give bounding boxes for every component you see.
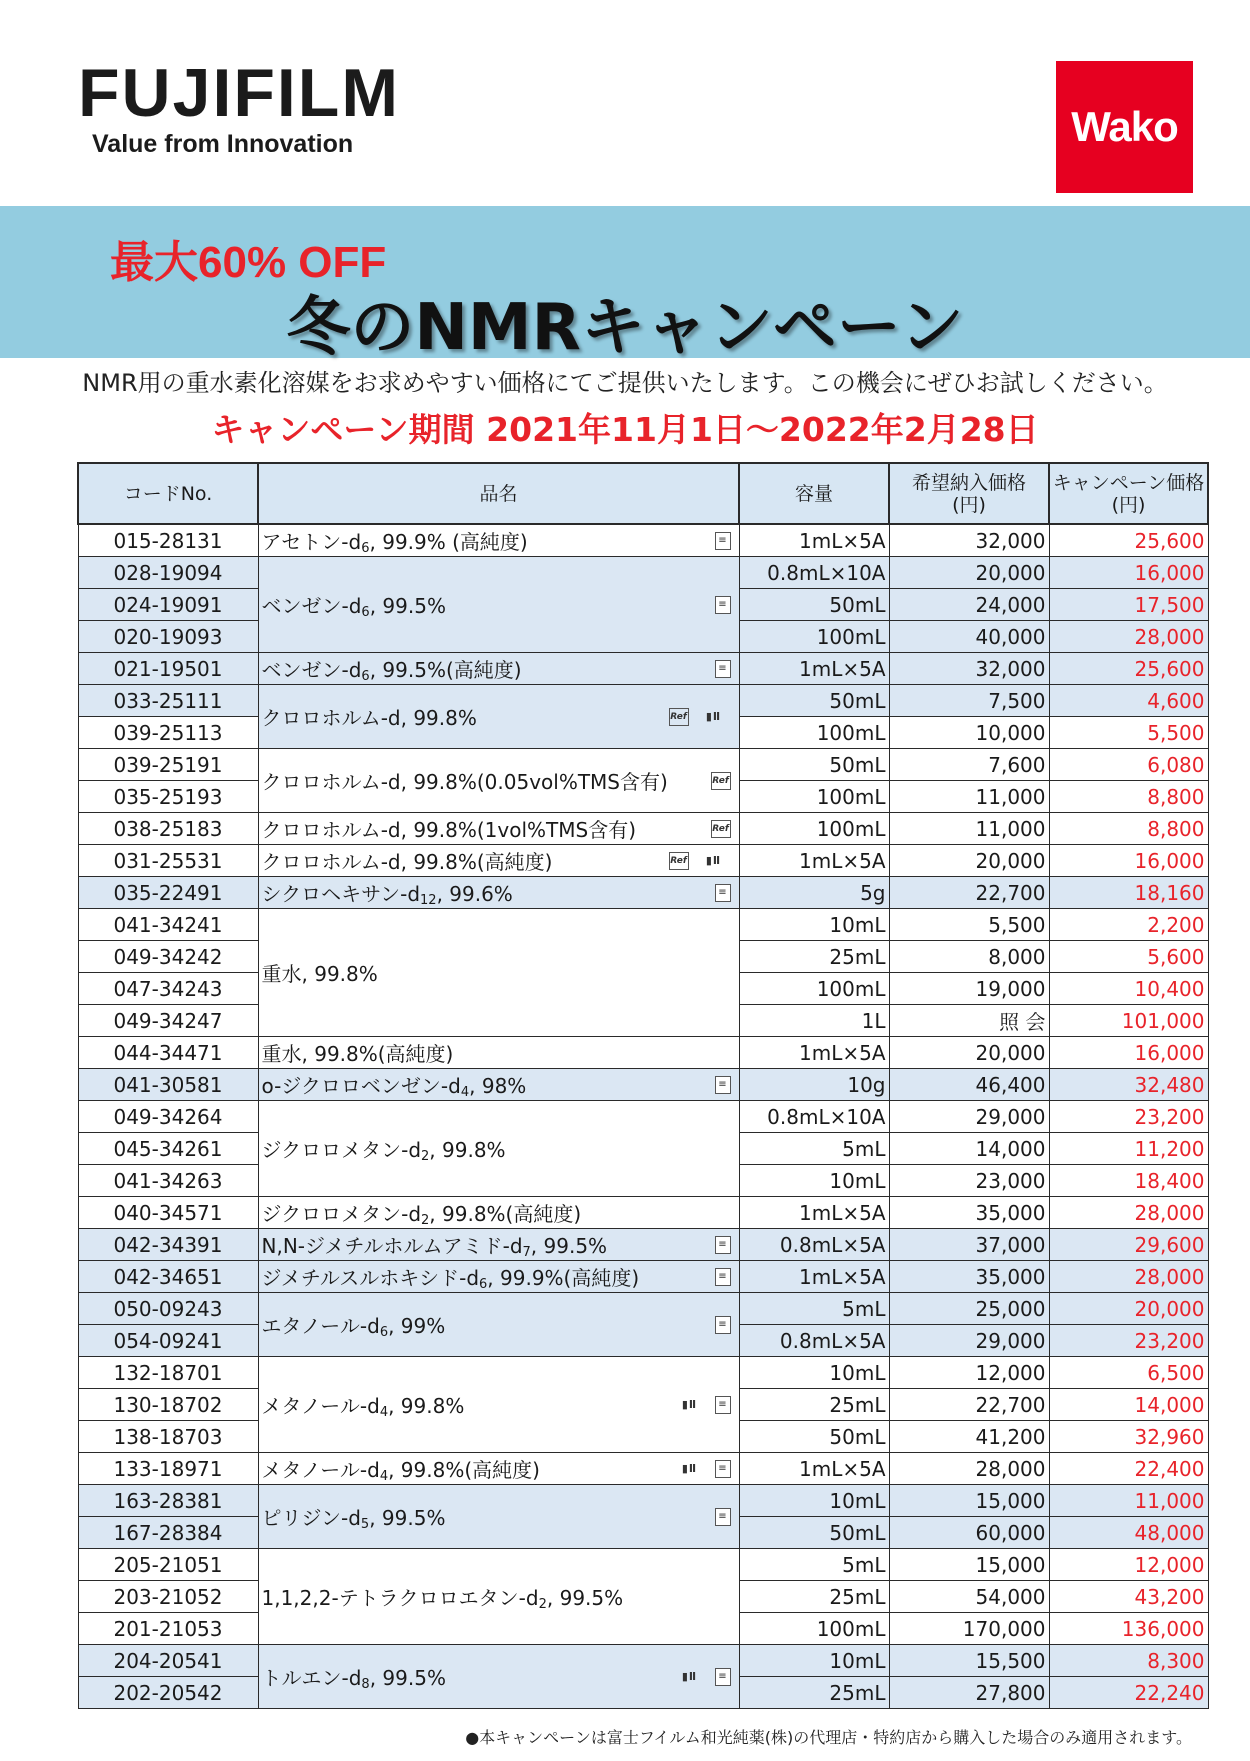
volume-cell: 50mL bbox=[739, 1517, 889, 1549]
list-price-cell: 28,000 bbox=[889, 1453, 1049, 1485]
product-name-subscript: 8 bbox=[361, 1676, 370, 1692]
product-name-suffix: , 99.5% bbox=[369, 1505, 446, 1530]
volume-cell: 100mL bbox=[739, 781, 889, 813]
product-name-cell bbox=[258, 1549, 739, 1645]
campaign-price-cell: 12,000 bbox=[1049, 1549, 1208, 1581]
list-price-cell: 19,000 bbox=[889, 973, 1049, 1005]
volume-cell: 100mL bbox=[739, 813, 889, 845]
product-icons bbox=[715, 660, 731, 678]
campaign-price-cell: 6,080 bbox=[1049, 749, 1208, 781]
product-name-suffix: , 99.6% bbox=[436, 881, 513, 906]
product-name: クロロホルム-d, 99.8%(高純度) bbox=[261, 850, 553, 874]
campaign-price-cell: 28,000 bbox=[1049, 621, 1208, 653]
code-cell: 039-25113 bbox=[78, 717, 258, 749]
campaign-price-cell: 18,160 bbox=[1049, 877, 1208, 909]
volume-cell: 1mL×5A bbox=[739, 1197, 889, 1229]
volume-cell: 10mL bbox=[739, 1357, 889, 1389]
volume-cell: 0.8mL×5A bbox=[739, 1325, 889, 1357]
code-cell: 020-19093 bbox=[78, 621, 258, 653]
campaign-price-cell: 16,000 bbox=[1049, 1037, 1208, 1069]
volume-cell: 25mL bbox=[739, 941, 889, 973]
campaign-price-cell: 11,000 bbox=[1049, 1485, 1208, 1517]
campaign-price-cell: 6,500 bbox=[1049, 1357, 1208, 1389]
code-cell: 167-28384 bbox=[78, 1517, 258, 1549]
doc-icon: ≡ bbox=[715, 1316, 731, 1334]
doc-icon: ≡ bbox=[715, 1668, 731, 1686]
list-price-cell: 40,000 bbox=[889, 621, 1049, 653]
campaign-price-cell: 14,000 bbox=[1049, 1389, 1208, 1421]
brand-tagline: Value from Innovation bbox=[92, 130, 354, 158]
list-price-cell: 7,600 bbox=[889, 749, 1049, 781]
product-name-cell bbox=[258, 909, 739, 1037]
list-price-cell: 22,700 bbox=[889, 877, 1049, 909]
product-name: シクロヘキサン-d bbox=[261, 881, 421, 906]
campaign-price-cell: 20,000 bbox=[1049, 1293, 1208, 1325]
fujifilm-logo bbox=[78, 55, 408, 159]
product-name: メタノール-d bbox=[261, 1457, 380, 1482]
product-name-subscript: 6 bbox=[361, 668, 370, 684]
list-price-cell: 8,000 bbox=[889, 941, 1049, 973]
campaign-price-cell: 48,000 bbox=[1049, 1517, 1208, 1549]
table-row bbox=[78, 1293, 1208, 1325]
volume-cell: 10mL bbox=[739, 1645, 889, 1677]
product-name-suffix: , 99.9%(高純度) bbox=[487, 1265, 640, 1290]
table-row bbox=[78, 1229, 1208, 1261]
list-price-cell: 60,000 bbox=[889, 1517, 1049, 1549]
code-cell: 024-19091 bbox=[78, 589, 258, 621]
product-name: 重水, 99.8%(高純度) bbox=[261, 1042, 454, 1066]
table-row bbox=[78, 1357, 1208, 1389]
doc-icon: ≡ bbox=[715, 1236, 731, 1254]
product-icons bbox=[673, 1396, 731, 1414]
list-price-cell: 37,000 bbox=[889, 1229, 1049, 1261]
campaign-price-cell: 8,300 bbox=[1049, 1645, 1208, 1677]
code-cell: 038-25183 bbox=[78, 813, 258, 845]
list-price-cell: 12,000 bbox=[889, 1357, 1049, 1389]
product-name-suffix: , 99.8%(高純度) bbox=[388, 1457, 540, 1482]
product-name-suffix: , 99.8% bbox=[388, 1393, 465, 1418]
code-cell: 205-21051 bbox=[78, 1549, 258, 1581]
list-price-cell: 11,000 bbox=[889, 813, 1049, 845]
product-name-subscript: 5 bbox=[360, 1516, 370, 1532]
table-row bbox=[78, 1453, 1208, 1485]
product-name: メタノール-d bbox=[261, 1393, 380, 1418]
product-icons bbox=[715, 884, 731, 902]
code-cell: 201-21053 bbox=[78, 1613, 258, 1645]
doc-icon: ≡ bbox=[715, 1076, 731, 1094]
product-name-cell bbox=[258, 524, 739, 557]
code-cell: 163-28381 bbox=[78, 1485, 258, 1517]
code-cell: 042-34651 bbox=[78, 1261, 258, 1293]
doc-icon: ≡ bbox=[715, 660, 731, 678]
product-name-cell bbox=[258, 749, 739, 813]
campaign-price-cell: 28,000 bbox=[1049, 1197, 1208, 1229]
campaign-title: 冬のNMRキャンペーン bbox=[286, 291, 964, 365]
code-cell: 050-09243 bbox=[78, 1293, 258, 1325]
table-row bbox=[78, 1645, 1208, 1677]
list-price-cell: 24,000 bbox=[889, 589, 1049, 621]
campaign-price-cell: 22,400 bbox=[1049, 1453, 1208, 1485]
code-cell: 042-34391 bbox=[78, 1229, 258, 1261]
table-row bbox=[78, 557, 1208, 589]
product-name-suffix: , 99.5% bbox=[369, 593, 446, 618]
product-name-cell bbox=[258, 1453, 739, 1485]
table-row bbox=[78, 909, 1208, 941]
campaign-price-cell: 32,960 bbox=[1049, 1421, 1208, 1453]
volume-cell: 100mL bbox=[739, 973, 889, 1005]
product-name-subscript: 6 bbox=[361, 604, 370, 620]
product-name-cell bbox=[258, 1101, 739, 1197]
volume-cell: 50mL bbox=[739, 685, 889, 717]
product-name: エタノール-d bbox=[261, 1313, 380, 1338]
list-price-cell: 20,000 bbox=[889, 845, 1049, 877]
ampoule-icon: ▮Ⅱ bbox=[681, 1397, 698, 1411]
ampoule-icon: ▮Ⅱ bbox=[681, 1669, 698, 1683]
volume-cell: 50mL bbox=[739, 749, 889, 781]
product-name-cell bbox=[258, 1037, 739, 1069]
code-cell: 202-20542 bbox=[78, 1677, 258, 1709]
table-row bbox=[78, 1197, 1208, 1229]
product-name-subscript: 4 bbox=[379, 1468, 389, 1484]
list-price-cell: 5,500 bbox=[889, 909, 1049, 941]
code-cell: 054-09241 bbox=[78, 1325, 258, 1357]
campaign-price-cell: 25,600 bbox=[1049, 524, 1208, 557]
campaign-price-cell: 5,600 bbox=[1049, 941, 1208, 973]
product-name-suffix: , 99.8%(高純度) bbox=[429, 1201, 582, 1226]
table-row bbox=[78, 1037, 1208, 1069]
table-row bbox=[78, 1261, 1208, 1293]
table-row bbox=[78, 685, 1208, 717]
campaign-price-cell: 16,000 bbox=[1049, 845, 1208, 877]
ref-icon: Ref bbox=[711, 820, 731, 838]
volume-cell: 5mL bbox=[739, 1293, 889, 1325]
volume-cell: 10mL bbox=[739, 1485, 889, 1517]
header-code: コードNo. bbox=[78, 463, 258, 524]
ref-icon: Ref bbox=[711, 772, 731, 790]
code-cell: 204-20541 bbox=[78, 1645, 258, 1677]
product-name: 重水, 99.8% bbox=[261, 962, 378, 986]
product-icons bbox=[715, 1268, 731, 1286]
volume-cell: 5g bbox=[739, 877, 889, 909]
list-price-cell: 35,000 bbox=[889, 1197, 1049, 1229]
product-name-cell bbox=[258, 1229, 739, 1261]
product-icons bbox=[669, 708, 731, 726]
product-icons bbox=[715, 1316, 731, 1334]
volume-cell: 100mL bbox=[739, 621, 889, 653]
table-row bbox=[78, 877, 1208, 909]
product-icons bbox=[715, 1508, 731, 1526]
code-cell: 138-18703 bbox=[78, 1421, 258, 1453]
footnote: ●本キャンペーンは富士フイルム和光純薬(株)の代理店・特約店から購入した場合のみ適用されます。 bbox=[465, 1728, 1192, 1747]
campaign-price-cell: 11,200 bbox=[1049, 1133, 1208, 1165]
list-price-cell: 照 会 bbox=[889, 1005, 1049, 1037]
volume-cell: 1mL×5A bbox=[739, 524, 889, 557]
code-cell: 015-28131 bbox=[78, 524, 258, 557]
campaign-price-cell: 8,800 bbox=[1049, 813, 1208, 845]
doc-icon: ≡ bbox=[715, 1268, 731, 1286]
list-price-cell: 29,000 bbox=[889, 1101, 1049, 1133]
campaign-price-cell: 16,000 bbox=[1049, 557, 1208, 589]
volume-cell: 1L bbox=[739, 1005, 889, 1037]
code-cell: 039-25191 bbox=[78, 749, 258, 781]
campaign-price-cell: 136,000 bbox=[1049, 1613, 1208, 1645]
header-list-price: 希望納入価格 (円) bbox=[889, 463, 1049, 524]
volume-cell: 10mL bbox=[739, 909, 889, 941]
product-name-subscript: 6 bbox=[479, 1276, 488, 1292]
code-cell: 047-34243 bbox=[78, 973, 258, 1005]
volume-cell: 1mL×5A bbox=[739, 1261, 889, 1293]
code-cell: 033-25111 bbox=[78, 685, 258, 717]
product-icons bbox=[715, 532, 731, 550]
list-price-cell: 10,000 bbox=[889, 717, 1049, 749]
campaign-price-cell: 29,600 bbox=[1049, 1229, 1208, 1261]
list-price-cell: 14,000 bbox=[889, 1133, 1049, 1165]
list-price-cell: 41,200 bbox=[889, 1421, 1049, 1453]
product-icons bbox=[715, 1236, 731, 1254]
code-cell: 041-34241 bbox=[78, 909, 258, 941]
ampoule-icon: ▮Ⅱ bbox=[705, 709, 722, 723]
code-cell: 035-22491 bbox=[78, 877, 258, 909]
volume-cell: 1mL×5A bbox=[739, 653, 889, 685]
table-body bbox=[78, 524, 1208, 1709]
code-cell: 132-18701 bbox=[78, 1357, 258, 1389]
product-name-subscript: 6 bbox=[361, 540, 370, 556]
code-cell: 035-25193 bbox=[78, 781, 258, 813]
product-name-subscript: 4 bbox=[379, 1404, 389, 1420]
doc-icon: ≡ bbox=[715, 884, 731, 902]
volume-cell: 100mL bbox=[739, 1613, 889, 1645]
product-name-suffix: , 99% bbox=[388, 1313, 446, 1338]
list-price-cell: 20,000 bbox=[889, 1037, 1049, 1069]
code-cell: 031-25531 bbox=[78, 845, 258, 877]
product-name-subscript: 2 bbox=[538, 1596, 547, 1612]
list-price-cell: 15,500 bbox=[889, 1645, 1049, 1677]
product-name: 1,1,2,2-テトラクロロエタン-d bbox=[261, 1585, 539, 1610]
campaign-price-cell: 23,200 bbox=[1049, 1101, 1208, 1133]
product-name-cell bbox=[258, 845, 739, 877]
discount-label: 最大60% OFF bbox=[110, 238, 387, 287]
brand-main: FUJIFILM bbox=[78, 55, 400, 131]
ref-icon: Ref bbox=[669, 708, 689, 726]
product-name: ジクロロメタン-d bbox=[261, 1201, 422, 1226]
campaign-price-cell: 32,480 bbox=[1049, 1069, 1208, 1101]
product-name: トルエン-d bbox=[261, 1665, 362, 1690]
product-name-suffix: , 98% bbox=[469, 1073, 527, 1098]
table-header-row bbox=[78, 463, 1208, 524]
code-cell: 203-21052 bbox=[78, 1581, 258, 1613]
campaign-price-cell: 25,600 bbox=[1049, 653, 1208, 685]
campaign-price-cell: 28,000 bbox=[1049, 1261, 1208, 1293]
product-name-suffix: , 99.5% bbox=[546, 1585, 624, 1610]
code-cell: 045-34261 bbox=[78, 1133, 258, 1165]
product-name: ベンゼン-d bbox=[261, 657, 362, 682]
volume-cell: 0.8mL×10A bbox=[739, 1101, 889, 1133]
list-price-cell: 25,000 bbox=[889, 1293, 1049, 1325]
code-cell: 044-34471 bbox=[78, 1037, 258, 1069]
volume-cell: 25mL bbox=[739, 1581, 889, 1613]
code-cell: 040-34571 bbox=[78, 1197, 258, 1229]
list-price-cell: 15,000 bbox=[889, 1485, 1049, 1517]
list-price-cell: 32,000 bbox=[889, 653, 1049, 685]
list-price-cell: 46,400 bbox=[889, 1069, 1049, 1101]
product-name-subscript: 12 bbox=[420, 892, 437, 908]
volume-cell: 10mL bbox=[739, 1165, 889, 1197]
campaign-period: キャンペーン期間 2021年11月1日～2022年2月28日 bbox=[211, 410, 1039, 449]
volume-cell: 5mL bbox=[739, 1133, 889, 1165]
volume-cell: 25mL bbox=[739, 1389, 889, 1421]
campaign-price-cell: 43,200 bbox=[1049, 1581, 1208, 1613]
list-price-cell: 15,000 bbox=[889, 1549, 1049, 1581]
product-name-suffix: , 99.5% bbox=[369, 1665, 446, 1690]
product-icons bbox=[711, 772, 731, 790]
volume-cell: 1mL×5A bbox=[739, 845, 889, 877]
header-campaign-price: キャンペーン価格 (円) bbox=[1049, 463, 1208, 524]
list-price-cell: 170,000 bbox=[889, 1613, 1049, 1645]
ref-icon: Ref bbox=[669, 852, 689, 870]
product-name: クロロホルム-d, 99.8% bbox=[261, 706, 477, 730]
list-price-cell: 23,000 bbox=[889, 1165, 1049, 1197]
list-price-cell: 11,000 bbox=[889, 781, 1049, 813]
product-icons bbox=[715, 596, 731, 614]
table-row bbox=[78, 1549, 1208, 1581]
table-row bbox=[78, 1101, 1208, 1133]
volume-cell: 100mL bbox=[739, 717, 889, 749]
volume-cell: 0.8mL×5A bbox=[739, 1229, 889, 1261]
volume-cell: 1mL×5A bbox=[739, 1453, 889, 1485]
volume-cell: 5mL bbox=[739, 1549, 889, 1581]
price-table bbox=[77, 462, 1209, 1709]
doc-icon: ≡ bbox=[715, 596, 731, 614]
product-icons bbox=[711, 820, 731, 838]
product-icons bbox=[673, 1460, 731, 1478]
table-row bbox=[78, 1485, 1208, 1517]
product-name-cell bbox=[258, 1261, 739, 1293]
volume-cell: 1mL×5A bbox=[739, 1037, 889, 1069]
campaign-price-cell: 10,400 bbox=[1049, 973, 1208, 1005]
product-name-cell bbox=[258, 1645, 739, 1709]
volume-cell: 25mL bbox=[739, 1677, 889, 1709]
product-icons bbox=[715, 1076, 731, 1094]
product-name-cell bbox=[258, 1069, 739, 1101]
code-cell: 133-18971 bbox=[78, 1453, 258, 1485]
campaign-price-cell: 101,000 bbox=[1049, 1005, 1208, 1037]
product-name: アセトン-d bbox=[261, 529, 362, 554]
product-name-suffix: , 99.8% bbox=[429, 1137, 506, 1162]
list-price-cell: 20,000 bbox=[889, 557, 1049, 589]
code-cell: 041-30581 bbox=[78, 1069, 258, 1101]
product-name-suffix: , 99.5%(高純度) bbox=[369, 657, 522, 682]
product-name: クロロホルム-d, 99.8%(0.05vol%TMS含有) bbox=[261, 770, 668, 794]
product-name-cell bbox=[258, 813, 739, 845]
product-name-suffix: , 99.9% (高純度) bbox=[369, 529, 528, 554]
code-cell: 049-34264 bbox=[78, 1101, 258, 1133]
product-name-cell bbox=[258, 877, 739, 909]
wako-logo: Wako bbox=[1056, 61, 1193, 193]
list-price-cell: 29,000 bbox=[889, 1325, 1049, 1357]
product-name-subscript: 6 bbox=[379, 1324, 389, 1340]
product-name-cell bbox=[258, 1485, 739, 1549]
volume-cell: 50mL bbox=[739, 589, 889, 621]
product-name-cell bbox=[258, 1357, 739, 1453]
code-cell: 041-34263 bbox=[78, 1165, 258, 1197]
table-row bbox=[78, 653, 1208, 685]
product-name: ジクロロメタン-d bbox=[261, 1137, 422, 1162]
list-price-cell: 22,700 bbox=[889, 1389, 1049, 1421]
header-name: 品名 bbox=[258, 463, 739, 524]
volume-cell: 10g bbox=[739, 1069, 889, 1101]
doc-icon: ≡ bbox=[715, 1508, 731, 1526]
product-name-cell bbox=[258, 557, 739, 653]
code-cell: 028-19094 bbox=[78, 557, 258, 589]
list-price-cell: 32,000 bbox=[889, 524, 1049, 557]
product-name-cell bbox=[258, 653, 739, 685]
ampoule-icon: ▮Ⅱ bbox=[681, 1461, 698, 1475]
volume-cell: 0.8mL×10A bbox=[739, 557, 889, 589]
product-name-subscript: 7 bbox=[522, 1244, 531, 1260]
product-name: クロロホルム-d, 99.8%(1vol%TMS含有) bbox=[261, 818, 636, 842]
volume-cell: 50mL bbox=[739, 1421, 889, 1453]
campaign-price-cell: 4,600 bbox=[1049, 685, 1208, 717]
campaign-price-cell: 18,400 bbox=[1049, 1165, 1208, 1197]
table-row bbox=[78, 1069, 1208, 1101]
campaign-price-cell: 8,800 bbox=[1049, 781, 1208, 813]
code-cell: 049-34247 bbox=[78, 1005, 258, 1037]
header-volume: 容量 bbox=[739, 463, 889, 524]
code-cell: 130-18702 bbox=[78, 1389, 258, 1421]
table-row bbox=[78, 813, 1208, 845]
product-name: o-ジクロロベンゼン-d bbox=[261, 1073, 461, 1098]
list-price-cell: 35,000 bbox=[889, 1261, 1049, 1293]
product-name: ジメチルスルホキシド-d bbox=[261, 1265, 480, 1290]
product-name-cell bbox=[258, 685, 739, 749]
table-row bbox=[78, 524, 1208, 557]
product-icons bbox=[669, 852, 731, 870]
product-name-subscript: 2 bbox=[421, 1148, 430, 1164]
product-name: N,N-ジメチルホルムアミド-d bbox=[261, 1233, 523, 1258]
table-row bbox=[78, 845, 1208, 877]
doc-icon: ≡ bbox=[715, 532, 731, 550]
product-icons bbox=[673, 1668, 731, 1686]
campaign-price-cell: 17,500 bbox=[1049, 589, 1208, 621]
ampoule-icon: ▮Ⅱ bbox=[705, 853, 722, 867]
campaign-banner bbox=[0, 206, 1250, 365]
product-name-cell bbox=[258, 1293, 739, 1357]
intro-text: NMR用の重水素化溶媒をお求めやすい価格にてご提供いたします。この機会にぜひお試しください。 bbox=[82, 369, 1168, 397]
table-row bbox=[78, 749, 1208, 781]
campaign-price-cell: 5,500 bbox=[1049, 717, 1208, 749]
code-cell: 021-19501 bbox=[78, 653, 258, 685]
code-cell: 049-34242 bbox=[78, 941, 258, 973]
product-name-subscript: 2 bbox=[421, 1212, 430, 1228]
product-name: ベンゼン-d bbox=[261, 593, 362, 618]
list-price-cell: 54,000 bbox=[889, 1581, 1049, 1613]
doc-icon: ≡ bbox=[715, 1396, 731, 1414]
list-price-cell: 7,500 bbox=[889, 685, 1049, 717]
product-name-suffix: , 99.5% bbox=[530, 1233, 608, 1258]
doc-icon: ≡ bbox=[715, 1460, 731, 1478]
campaign-price-cell: 23,200 bbox=[1049, 1325, 1208, 1357]
product-name: ピリジン-d bbox=[261, 1505, 361, 1530]
list-price-cell: 27,800 bbox=[889, 1677, 1049, 1709]
campaign-price-cell: 2,200 bbox=[1049, 909, 1208, 941]
product-name-subscript: 4 bbox=[460, 1084, 470, 1100]
campaign-price-cell: 22,240 bbox=[1049, 1677, 1208, 1709]
product-name-cell bbox=[258, 1197, 739, 1229]
